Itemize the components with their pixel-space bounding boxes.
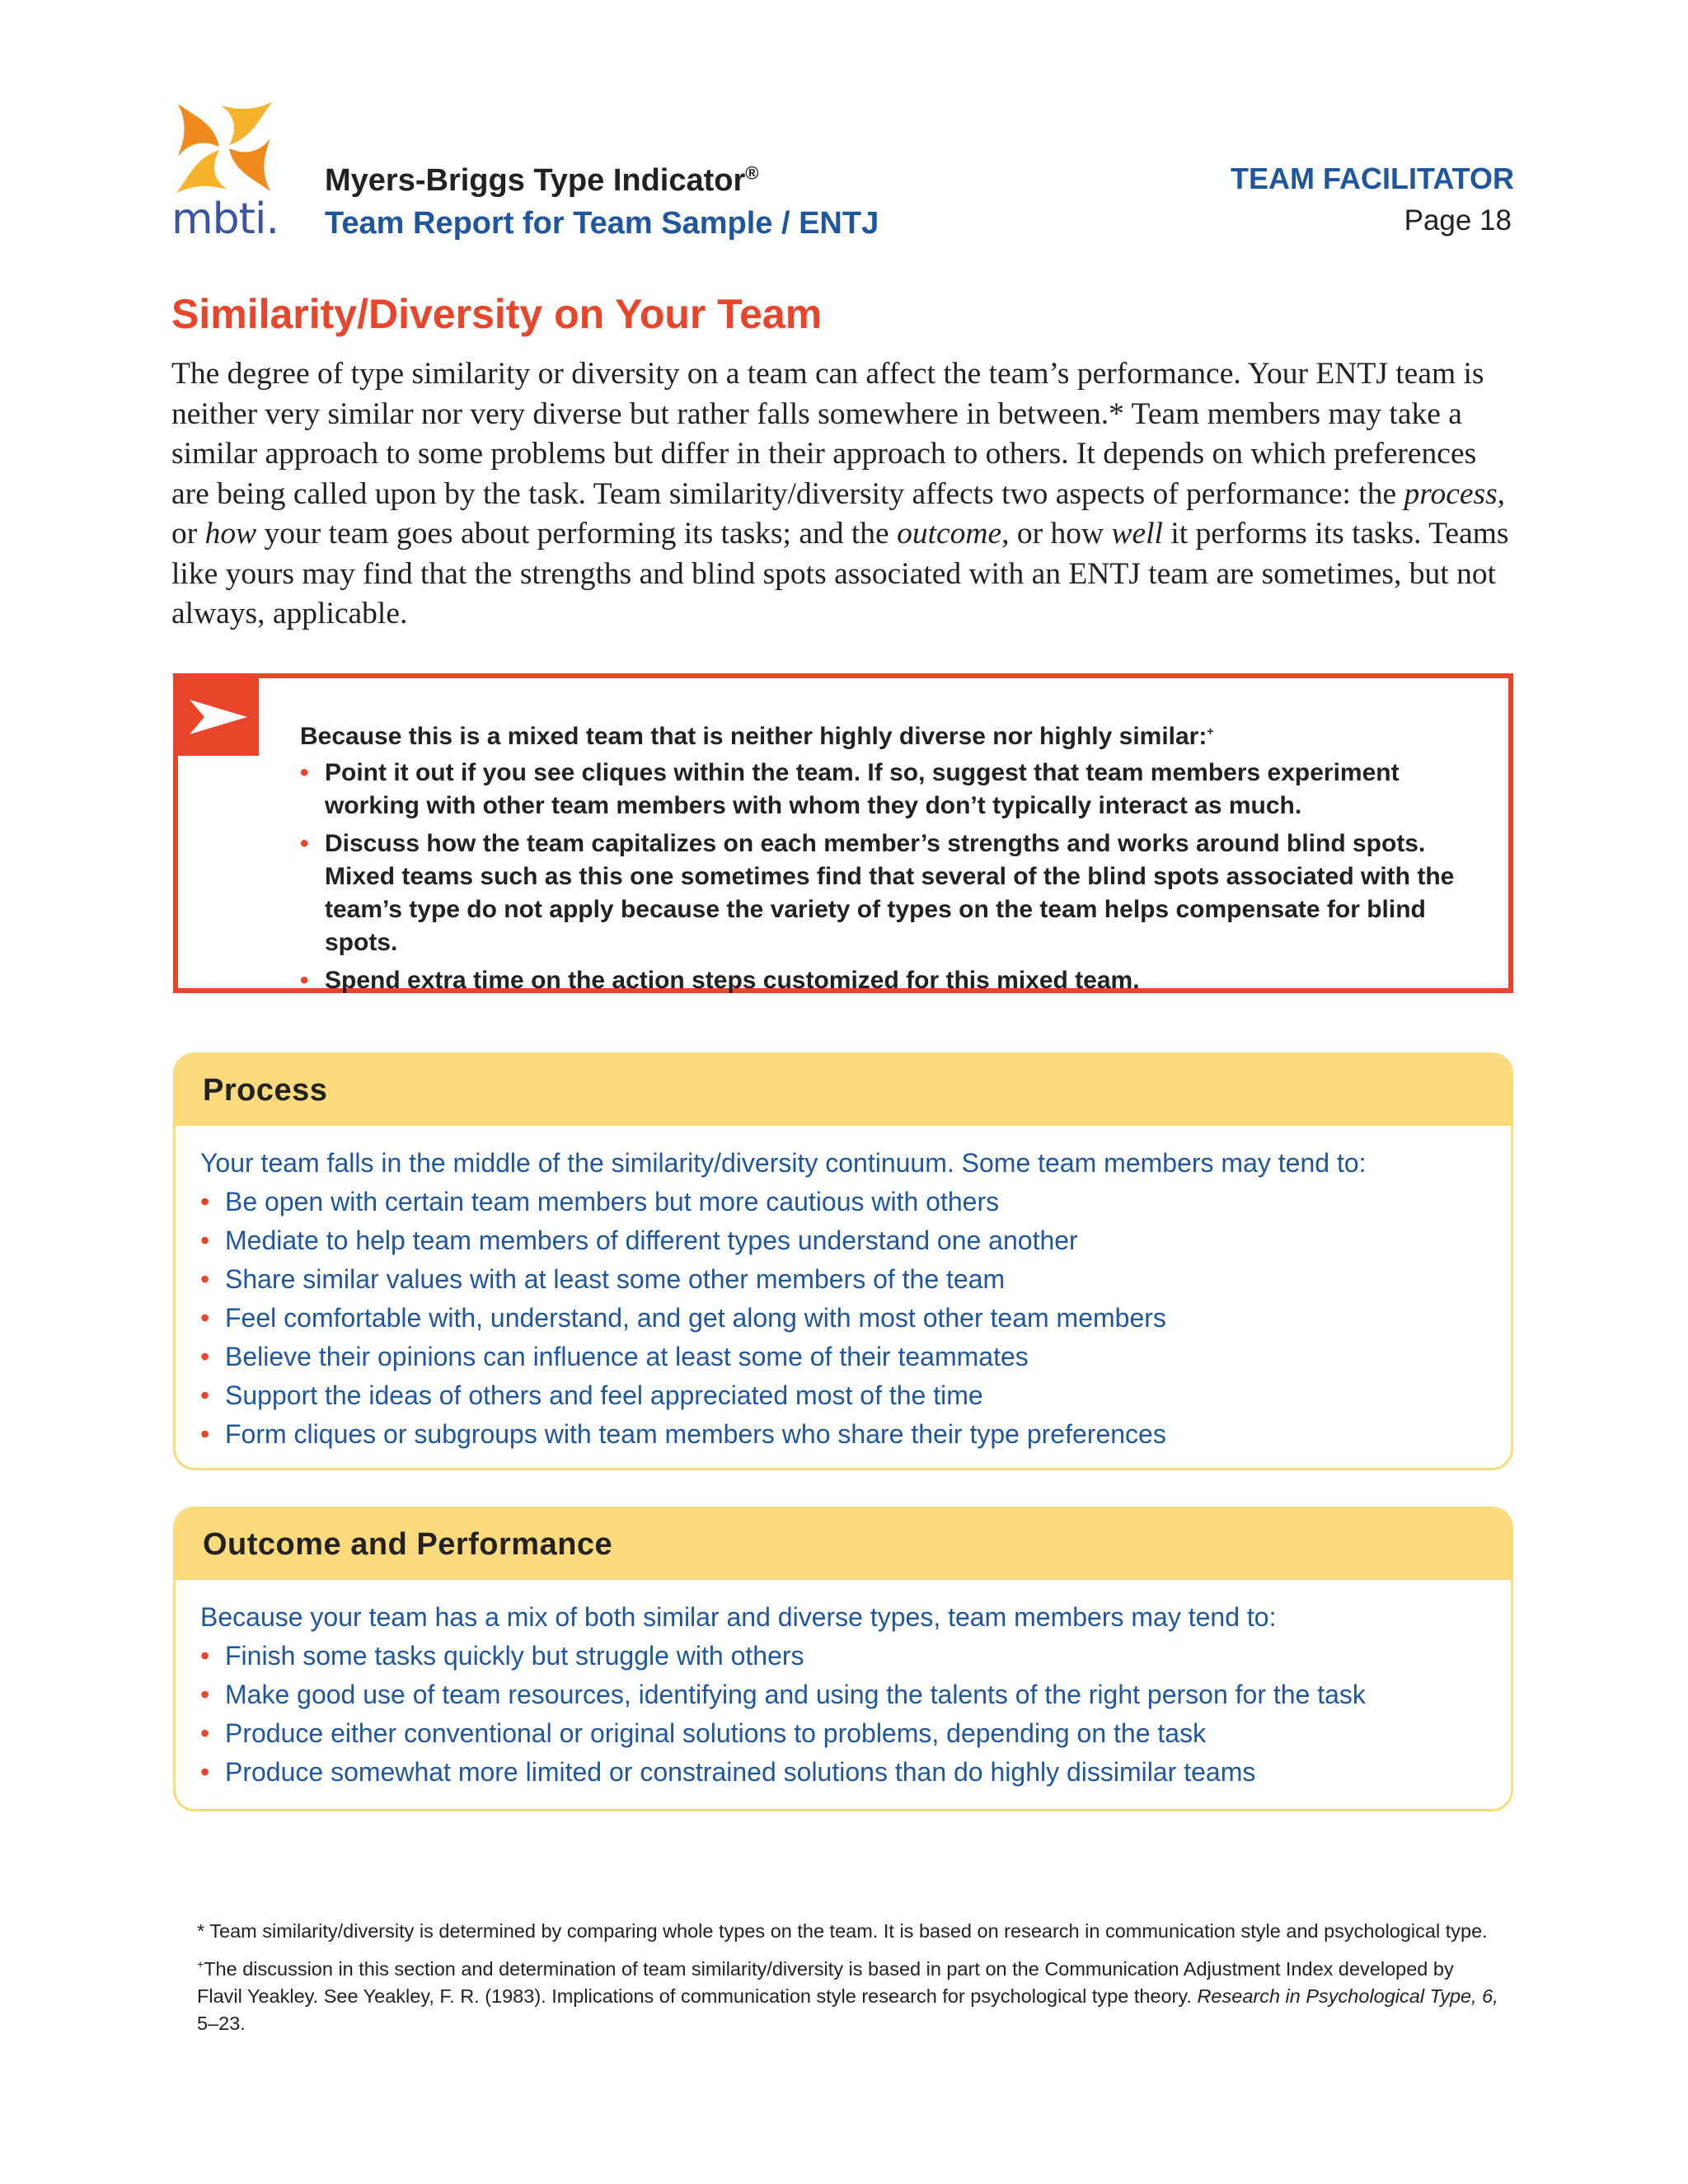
list-item: • Be open with certain team members but more cautious with others [200, 1183, 1486, 1221]
list-item: • Share similar values with at least some other members of the team [200, 1260, 1486, 1299]
intro-paragraph: The degree of type similarity or diversity on a team can affect the team’s performance. Your ENTJ team is neither very similar nor very diverse but rather falls somewhere in between.* Team members may take a similar approach to some problems but differ in their approach to others. It depends on which preferences are being called upon by the task. Team similarity/diversity affects two aspects of performance: the process, or how your team goes about performing its tasks; and the outcome, or how well it performs its tasks. Teams like yours may find that the strengths and blind spots associated with an ENTJ team are sometimes, but not always, applicable. [171, 357, 1509, 630]
panel-title: Outcome and Performance [203, 1527, 613, 1562]
mbti-logo [171, 99, 279, 244]
logo-wordmark: mbti. [171, 194, 279, 244]
panel-header [176, 1509, 1511, 1580]
list-item: • Finish some tasks quickly but struggle with others [200, 1637, 1486, 1675]
page-title: Similarity/Diversity on Your Team [171, 291, 823, 337]
callout-badge [178, 678, 259, 756]
footnote-2: +The discussion in this section and determination of team similarity/diversity is based in part on the Communication Adjustment Index developed by Flavil Yeakley. See Yeakley, F. R. (1983). Implications of communication style research for psychological type theory. Research in Psychological Type, 6, 5–23. [197, 1957, 1498, 2035]
outcome-list [200, 1637, 1486, 1792]
process-panel [173, 1052, 1513, 1470]
arrow-icon [178, 678, 259, 756]
outcome-panel [173, 1507, 1513, 1811]
panel-body [176, 1580, 1511, 1792]
list-item: • Produce somewhat more limited or constrained solutions than do highly dissimilar teams [200, 1753, 1486, 1792]
panel-title: Process [203, 1073, 328, 1108]
facilitator-callout [173, 673, 1513, 993]
list-item: • Mediate to help team members of different types understand one another [200, 1221, 1486, 1260]
panel-header [176, 1055, 1511, 1126]
list-item: • Support the ideas of others and feel appreciated most of the time [200, 1376, 1486, 1415]
list-item: • Believe their opinions can influence at least some of their teammates [200, 1338, 1486, 1376]
footnote-1: * Team similarity/diversity is determined by comparing whole types on the team. It is based on research in communication style and psychological type. [197, 1920, 1488, 1942]
page-number: Page 18 [1404, 204, 1512, 237]
mbti-star-icon [171, 99, 275, 196]
registered-mark: ® [745, 162, 759, 184]
callout-content [300, 715, 1470, 1002]
panel-intro: Because your team has a mix of both similar and diverse types, team members may tend to: [200, 1602, 1277, 1632]
product-title: Myers-Briggs Type Indicator® [325, 162, 759, 198]
panel-intro: Your team falls in the middle of the similarity/diversity continuum. Some team members may tend to: [200, 1148, 1367, 1178]
footnotes [197, 1918, 1499, 2043]
list-item: • Produce either conventional or original solutions to problems, depending on the task [200, 1714, 1486, 1753]
callout-heading: Because this is a mixed team that is neither highly diverse nor highly similar:+ [300, 723, 1214, 750]
callout-list [300, 757, 1470, 997]
list-item: • Point it out if you see cliques within the team. If so, suggest that team members experiment working with other team members with whom they don’t typically interact as much. [300, 757, 1470, 823]
process-list [200, 1183, 1486, 1454]
list-item: • Spend extra time on the action steps customized for this mixed team. [300, 964, 1470, 997]
list-item: • Make good use of team resources, identifying and using the talents of the right person for the task [200, 1675, 1486, 1714]
report-title: Team Report for Team Sample / ENTJ [325, 206, 879, 241]
list-item: • Form cliques or subgroups with team members who share their type preferences [200, 1415, 1486, 1454]
panel-body [176, 1126, 1511, 1454]
list-item: • Discuss how the team capitalizes on each member’s strengths and works around blind spots. Mixed teams such as this one sometimes find that several of the blind spots associated with the team’s type do not apply because the variety of types on the team helps compensate for blind spots. [300, 827, 1470, 959]
list-item: • Feel comfortable with, understand, and get along with most other team members [200, 1299, 1486, 1338]
section-label: TEAM FACILITATOR [1231, 162, 1514, 195]
